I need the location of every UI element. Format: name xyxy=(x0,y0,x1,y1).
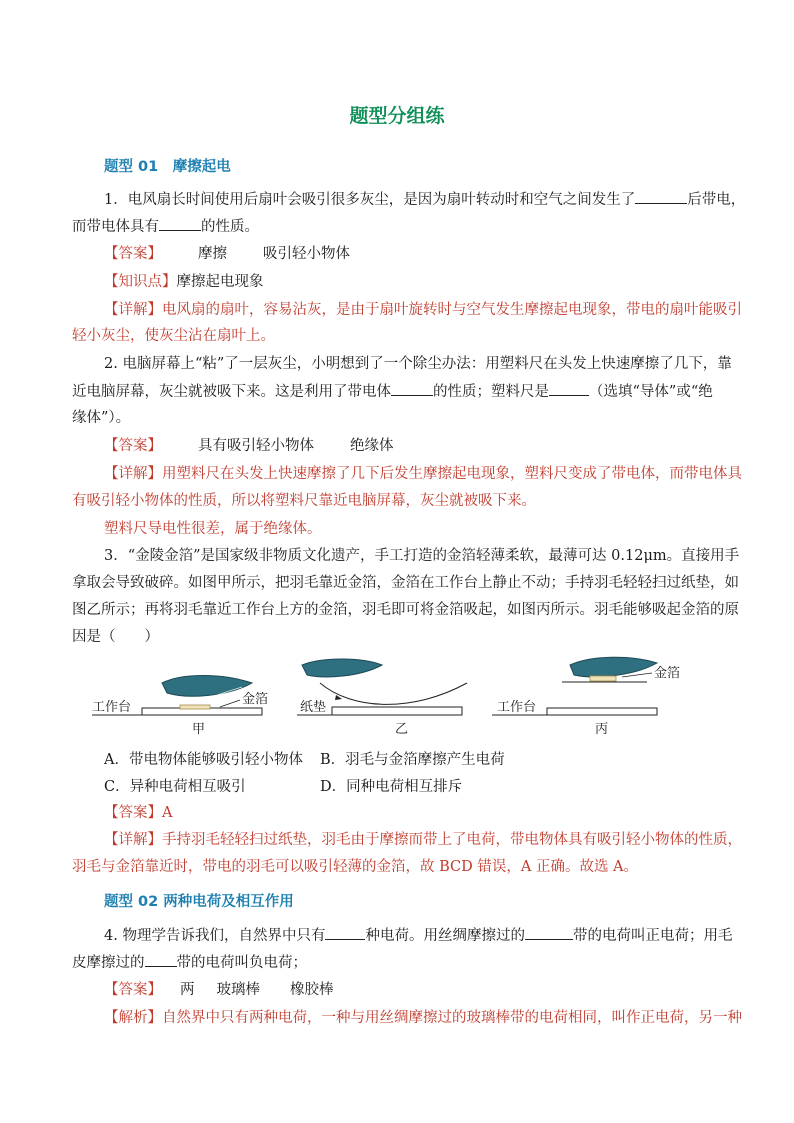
answer-blank xyxy=(549,381,589,396)
q4-line2 xyxy=(72,952,307,973)
q1-line1 xyxy=(104,189,745,210)
answer-blank xyxy=(391,381,433,396)
answer-blank xyxy=(325,925,365,940)
knowledge-text: 摩擦起电现象 xyxy=(176,274,264,290)
q1-answer xyxy=(104,244,350,264)
q1-detail-1 xyxy=(104,300,742,320)
fig-label-foil: 金箔 xyxy=(654,666,681,681)
detail-tag: 【详解】 xyxy=(104,832,162,848)
fig-caption-bing: 丙 xyxy=(595,722,609,737)
feather-icon xyxy=(162,676,252,697)
q4-analysis-1 xyxy=(104,1008,742,1028)
q4-answer xyxy=(104,980,334,1000)
fig-caption-jia: 甲 xyxy=(192,722,206,737)
option-b: B．羽毛与金箔摩擦产生电荷 xyxy=(320,752,505,768)
sweep-arrow xyxy=(320,683,467,704)
q2-detail-1 xyxy=(104,464,742,484)
knowledge-tag: 【知识点】 xyxy=(104,274,177,290)
q4-text: 带的电荷叫负电荷； xyxy=(176,955,307,971)
q3-line2: 拿取会导致破碎。如图甲所示，把羽毛靠近金箔，金箔在工作台上静止不动；手持羽毛轻轻扫过纸垫，如 xyxy=(72,575,739,591)
section-heading-1: 题型 01 摩擦起电 xyxy=(104,159,231,175)
q2-line2 xyxy=(72,381,713,402)
gold-foil xyxy=(180,705,210,709)
answer-value: 吸引轻小物体 xyxy=(263,246,350,262)
answer-value: A xyxy=(162,805,173,821)
q2-text: 的性质；塑料尺是 xyxy=(433,384,549,400)
q4-text: 种电荷。用丝绸摩擦过的 xyxy=(365,928,525,944)
panel-jia xyxy=(92,676,268,738)
q3-line3: 图乙所示；再将羽毛靠近工作台上方的金箔，羽毛即可将金箔吸起，如图丙所示。羽毛能够吸起金箔的原 xyxy=(72,602,739,618)
answer-value: 橡胶棒 xyxy=(290,982,334,998)
fig-label-foil: 金箔 xyxy=(242,692,269,707)
q4-text: 带的电荷叫正电荷；用毛 xyxy=(572,928,733,944)
pointer-line xyxy=(220,700,240,707)
answer-blank xyxy=(145,952,177,967)
answer-value: 绝缘体 xyxy=(350,438,394,454)
answer-value: 玻璃棒 xyxy=(216,982,260,998)
analysis-tag: 【解析】 xyxy=(104,1010,162,1026)
panel-yi xyxy=(297,659,467,737)
detail-tag: 【详解】 xyxy=(104,466,162,482)
q1-text: 而带电体具有 xyxy=(72,219,159,235)
fig-label-workbench: 工作台 xyxy=(92,700,132,715)
q1-detail-2: 轻小灰尘，使灰尘沾在扇叶上。 xyxy=(72,328,275,344)
answer-value: 具有吸引轻小物体 xyxy=(198,438,314,454)
answer-blank xyxy=(159,216,201,231)
section-heading-2: 题型 02 两种电荷及相互作用 xyxy=(104,894,294,910)
q2-detail-2: 有吸引轻小物体的性质，所以将塑料尺靠近电脑屏幕，灰尘就被吸下来。 xyxy=(72,493,536,509)
gold-foil xyxy=(590,676,616,681)
q4-text: 4. 物理学告诉我们，自然界中只有 xyxy=(104,928,326,944)
answer-tag: 【答案】 xyxy=(104,805,162,821)
feather-icon xyxy=(302,659,382,677)
detail-text: 手持羽毛轻轻扫过纸垫，羽毛由于摩擦而带上了电荷，带电物体具有吸引轻小物体的性质， xyxy=(162,832,742,848)
q1-text: 的性质。 xyxy=(201,219,259,235)
detail-tag: 【详解】 xyxy=(104,302,162,318)
q3-line1: 3．“金陵金箔”是国家级非物质文化遗产，手工打造的金箔轻薄柔软，最薄可达 0.12μm。直接用手 xyxy=(104,548,740,564)
q2-line3: 缘体”）。 xyxy=(72,410,131,426)
option-c: C．异种电荷相互吸引 xyxy=(104,779,246,795)
answer-value: 摩擦 xyxy=(198,246,227,262)
q3-figure xyxy=(92,655,681,740)
q2-text: 近电脑屏幕，灰尘就被吸下来。这是利用了带电体 xyxy=(72,384,391,400)
fig-caption-yi: 乙 xyxy=(395,722,409,737)
q1-text: 后带电， xyxy=(687,192,746,208)
q3-detail-1 xyxy=(104,830,742,850)
workbench xyxy=(547,708,657,715)
answer-tag: 【答案】 xyxy=(104,982,162,998)
q4-line1 xyxy=(104,925,732,946)
q3-answer xyxy=(104,803,172,823)
page-title: 题型分组练 xyxy=(349,105,445,127)
q3-detail-2: 羽毛与金箔靠近时，带电的羽毛可以吸引轻薄的金箔，故 BCD 错误，A 正确。故选 A。 xyxy=(72,859,639,875)
panel-bing xyxy=(492,657,680,737)
answer-tag: 【答案】 xyxy=(104,246,162,262)
figure-svg xyxy=(92,655,681,740)
q1-line2 xyxy=(72,216,259,237)
q1-text: 1．电风扇长时间使用后扇叶会吸引很多灰尘，是因为扇叶转动时和空气之间发生了 xyxy=(104,192,636,208)
option-a: A．带电物体能够吸引轻小物体 xyxy=(104,752,303,768)
fig-label-pad: 纸垫 xyxy=(300,700,327,715)
analysis-text: 自然界中只有两种电荷，一种与用丝绸摩擦过的玻璃棒带的电荷相同，叫作正电荷，另一种 xyxy=(162,1010,742,1026)
q2-detail-3: 塑料尺导电性很差，属于绝缘体。 xyxy=(104,521,322,537)
q2-text: （选填“导体”或“绝 xyxy=(589,384,713,400)
fig-label-workbench: 工作台 xyxy=(497,700,537,715)
q3-line4: 因是（ ） xyxy=(72,629,159,645)
answer-blank xyxy=(525,925,573,940)
detail-text: 电风扇的扇叶，容易沾灰，是由于扇叶旋转时与空气发生摩擦起电现象，带电的扇叶能吸引 xyxy=(162,302,742,318)
answer-blank xyxy=(635,189,687,204)
q4-text: 皮摩擦过的 xyxy=(72,955,145,971)
detail-text: 用塑料尺在头发上快速摩擦了几下后发生摩擦起电现象，塑料尺变成了带电体，而带电体具 xyxy=(162,466,742,482)
q1-knowledge xyxy=(104,272,264,292)
option-d: D．同种电荷相互排斥 xyxy=(320,779,463,795)
q2-line1: 2. 电脑屏幕上“粘”了一层灰尘，小明想到了一个除尘办法：用塑料尺在头发上快速摩擦了几下，靠 xyxy=(104,356,732,372)
paper-pad xyxy=(332,707,462,715)
answer-tag: 【答案】 xyxy=(104,438,162,454)
answer-value: 两 xyxy=(180,982,195,998)
q2-answer xyxy=(104,436,394,456)
